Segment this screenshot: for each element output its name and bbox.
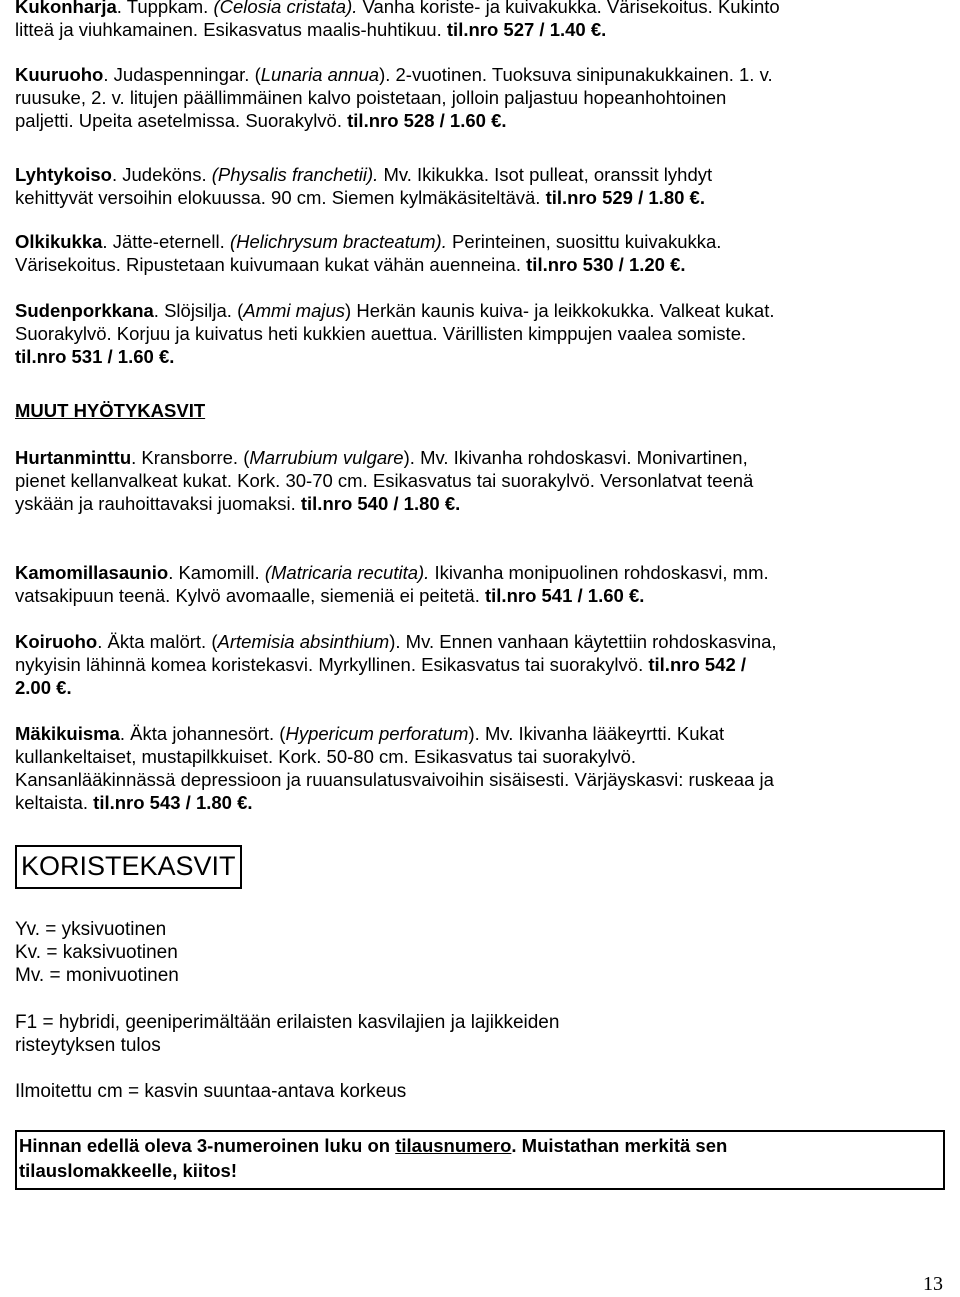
notice-line: tilauslomakkeelle, kiitos! [19,1160,237,1181]
swedish-name: Kransborre. [141,447,239,468]
currency: €. [237,792,253,813]
latin-name: (Matricaria recutita). [264,562,430,583]
paren: ) [345,300,352,321]
entry-olkikukka [15,230,945,276]
abbreviation-mv: Mv. = monivuotinen [15,965,179,986]
entry-line: Hurtanminttu. Kransborre. (Marrubium vulgare). Mv. Ikivanha rohdoskasvi. Monivartinen, [15,447,748,468]
latin-name: Lunaria annua [260,64,380,85]
currency: €. [444,493,461,514]
entry-line: Kuuruoho. Judaspenningar. (Lunaria annua). 2-vuotinen. Tuoksuva sinipunakukkainen. 1. v. [15,64,773,85]
description: keltaista. [15,792,89,813]
latin-name: Ammi majus [243,300,346,321]
notice-text: Hinnan edellä oleva 3-numeroinen luku on [19,1135,396,1156]
order-number: til.nro 527 / 1.40 [446,19,586,40]
entry-line [15,109,945,132]
swedish-name: Äkta malört. [107,631,207,652]
latin-name: (Celosia cristata). [213,0,358,17]
order-number: til.nro 531 / 1.60 [15,346,154,367]
description: Mv. Ennen vanhaan käytettiin rohdoskasvina, [405,631,777,652]
order-number: til.nro 528 / 1.60 [347,110,486,131]
order-number-notice [15,1130,945,1190]
entry-line: Sudenporkkana. Slöjsilja. (Ammi majus) Herkän kaunis kuiva- ja leikkokukka. Valkeat kukat. [15,300,775,321]
cm-note: Ilmoitettu cm = kasvin suuntaa-antava korkeus [15,1081,407,1102]
latin-name: Marrubium vulgare [249,447,404,468]
order-number: til.nro 542 / [648,654,747,675]
plant-name: Kuuruoho [15,64,104,85]
entry-line: Olkikukka. Jätte-eternell. (Helichrysum bracteatum). Perinteinen, suosittu kuivakukka. [15,231,722,252]
order-price: 2.00 [15,677,52,698]
description: paljetti. Upeita asetelmissa. Suorakylvö. [15,110,342,131]
entry-line: Kukonharja. Tuppkam. (Celosia cristata). Vanha koriste- ja kuivakukka. Värisekoitus. Kukinto [15,0,945,18]
swedish-name: Judeköns. [122,164,207,185]
entry-line [15,745,945,768]
paren: ). [468,723,480,744]
entry-line [15,86,945,109]
description: ruusuke, 2. v. litujen päällimmäinen kalvo poistetaan, jolloin paljastuu hopeanhohtoinen [15,87,727,108]
order-number: til.nro 529 / 1.80 [545,187,685,208]
order-number: til.nro 541 / 1.60 [484,585,624,606]
entry-hurtanminttu [15,446,945,515]
page-number: 13 [923,1273,943,1295]
plant-name: Koiruoho [15,631,98,652]
entry-kukonharja [15,0,945,41]
f1-definition: F1 = hybridi, geeniperimältään erilaisten kasvilajien ja lajikkeiden [15,1012,560,1033]
entry-lyhtykoiso [15,163,945,209]
description: Kansanlääkinnässä depressioon ja ruuansulatusvaivoihin sisäisesti. Värjäyskasvi: ruskeaa ja [15,769,774,790]
entry-line [15,469,945,492]
entry-line [15,322,945,345]
description: Herkän kaunis kuiva- ja leikkokukka. Valkeat kukat. [356,300,775,321]
description: Ikivanha monipuolinen rohdoskasvi, mm. [434,562,769,583]
notice-text: . Muistathan merkitä sen [511,1135,728,1156]
paren: ). [403,447,415,468]
swedish-name: Jätte-eternell. [112,231,225,252]
currency: €. [56,677,72,698]
paren: ( [237,300,244,321]
entry-line: Kamomillasaunio. Kamomill. (Matricaria recutita). Ikivanha monipuolinen rohdoskasvi, mm. [15,562,769,583]
swedish-name: Äkta johannesört. [130,723,275,744]
notice-line [19,1133,941,1158]
entry-koiruoho [15,630,945,699]
section-title-koristekasvit: KORISTEKASVIT [15,845,242,889]
description: Vanha koriste- ja kuivakukka. Värisekoitus. Kukinto [362,0,780,17]
currency: €. [491,110,507,131]
currency: €. [590,19,607,40]
order-number: til.nro 540 / 1.80 [300,493,440,514]
paren: ( [279,723,286,744]
plant-name: Kukonharja [15,0,117,17]
description: vatsakipuun teenä. Kylvö avomaalle, siemeniä ei peitetä. [15,585,480,606]
order-number-term: tilausnumero [395,1135,512,1156]
entry-line [15,768,945,791]
description: pienet kellanvalkeat kukat. Kork. 30-70 cm. Esikasvatus tai suorakylvö. Versonlatvat teenä [15,470,754,491]
description: Värisekoitus. Ripustetaan kuivumaan kukat vähän auenneina. [15,254,521,275]
description: nykyisin lähinnä komea koristekasvi. Myrkyllinen. Esikasvatus tai suorakylvö. [15,654,644,675]
section-title-muut-hyotykasvit: MUUT HYÖTYKASVIT [15,400,206,421]
plant-name: Mäkikuisma [15,723,120,744]
entry-line [15,18,945,41]
entry-makikuisma [15,722,945,814]
swedish-name: Tuppkam. [126,0,209,17]
paren: ( [211,631,218,652]
paren: ). [379,64,391,85]
latin-name: Artemisia absinthium [217,631,390,652]
entry-line: Koiruoho. Äkta malört. (Artemisia absinthium). Mv. Ennen vanhaan käytettiin rohdoskasvina, [15,631,777,652]
entry-line [15,186,945,209]
entry-kamomillasaunio [15,561,945,607]
plant-name: Kamomillasaunio [15,562,169,583]
abbreviation-yv: Yv. = yksivuotinen [15,919,167,940]
description: yskään ja rauhoittavaksi juomaksi. [15,493,296,514]
order-number: til.nro 530 / 1.20 [526,254,665,275]
description: kullankeltaiset, mustapilkkuiset. Kork. 50-80 cm. Esikasvatus tai suorakylvö. [15,746,637,767]
plant-name: Lyhtykoiso [15,164,112,185]
paren: ). [389,631,401,652]
description: 2-vuotinen. Tuoksuva sinipunakukkainen. 1. v. [395,64,773,85]
plant-name: Olkikukka [15,231,103,252]
entry-line: Lyhtykoiso. Judeköns. (Physalis franchetii). Mv. Ikikukka. Isot pulleat, oranssit lyhdyt [15,164,713,185]
plant-name: Sudenporkkana [15,300,154,321]
entry-sudenporkkana [15,299,945,368]
f1-definition-cont: risteytyksen tulos [15,1035,161,1056]
entry-line [15,584,945,607]
currency: €. [158,346,175,367]
currency: €. [628,585,645,606]
paren: ( [243,447,250,468]
currency: €. [670,254,686,275]
description: Mv. Ikivanha rohdoskasvi. Monivartinen, [420,447,748,468]
entry-line [15,492,945,515]
description: kehittyvät versoihin elokuussa. 90 cm. Siemen kylmäkäsiteltävä. [15,187,541,208]
description: Mv. Ikivanha lääkeyrtti. Kukat [484,723,725,744]
description: Mv. Ikikukka. Isot pulleat, oranssit lyhdyt [383,164,713,185]
description: Suorakylvö. Korjuu ja kuivatus heti kukkien auettua. Värillisten kimppujen vaalea somiste. [15,323,747,344]
swedish-name: Slöjsilja. [164,300,232,321]
plant-name: Hurtanminttu [15,447,132,468]
currency: €. [689,187,705,208]
description: litteä ja viuhkamainen. Esikasvatus maalis-huhtikuu. [15,19,442,40]
abbreviation-kv: Kv. = kaksivuotinen [15,942,178,963]
swedish-name: Kamomill. [178,562,260,583]
entry-line: Mäkikuisma. Äkta johannesört. (Hypericum perforatum). Mv. Ikivanha lääkeyrtti. Kukat [15,723,725,744]
latin-name: Hypericum perforatum [285,723,469,744]
entry-line [15,676,945,699]
entry-kuuruoho [15,63,945,132]
latin-name: (Helichrysum bracteatum). [229,231,447,252]
entry-line [15,653,945,676]
order-number: til.nro 543 / 1.80 [93,792,232,813]
entry-line [15,791,945,814]
description: Perinteinen, suosittu kuivakukka. [452,231,722,252]
swedish-name: Judaspenningar. [113,64,250,85]
latin-name: (Physalis franchetii). [211,164,379,185]
paren: ( [254,64,261,85]
entry-line [15,253,945,276]
entry-line [15,345,945,368]
